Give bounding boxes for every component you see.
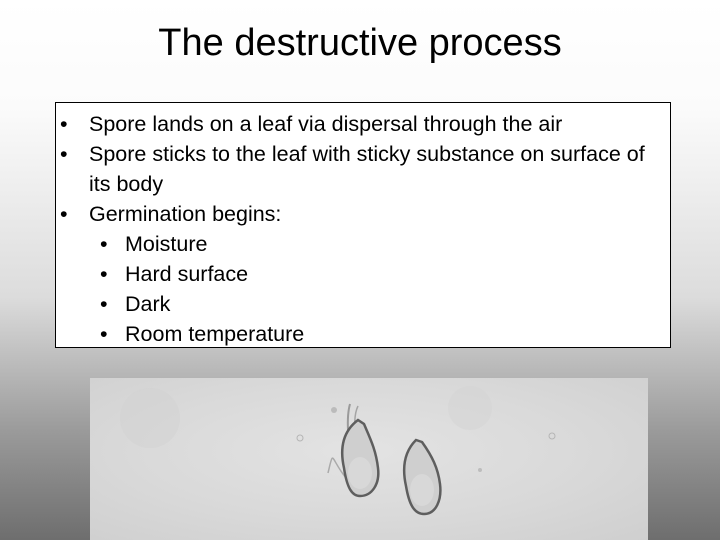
sub-bullet-text: Hard surface bbox=[125, 262, 249, 286]
bullet-text: Germination begins: bbox=[89, 202, 282, 226]
bullet-glyph: • bbox=[100, 322, 108, 346]
bullet-glyph: • bbox=[60, 142, 68, 166]
sub-bullet-item bbox=[56, 259, 670, 289]
bullet-text: Spore sticks to the leaf with sticky substance on surface of its body bbox=[89, 142, 645, 196]
sub-bullet-item bbox=[56, 229, 670, 259]
bullet-item bbox=[56, 139, 649, 199]
bullet-glyph: • bbox=[100, 232, 108, 256]
sub-bullet-text: Room temperature bbox=[125, 322, 305, 346]
bullet-glyph: • bbox=[100, 262, 108, 286]
bullet-glyph: • bbox=[60, 112, 68, 136]
sub-bullet-item bbox=[56, 319, 670, 349]
bullet-list bbox=[56, 103, 670, 349]
bullet-text-box bbox=[55, 102, 671, 348]
sub-bullet-text: Moisture bbox=[125, 232, 208, 256]
bullet-glyph: • bbox=[60, 202, 68, 226]
slide-title: The destructive process bbox=[158, 22, 562, 64]
bullet-text: Spore lands on a leaf via dispersal through the air bbox=[89, 112, 563, 136]
spore-illustration bbox=[90, 378, 648, 540]
bullet-item bbox=[56, 109, 670, 139]
bullet-item bbox=[56, 199, 670, 229]
sub-bullet-text: Dark bbox=[125, 292, 171, 316]
bullet-glyph: • bbox=[100, 292, 108, 316]
sub-bullet-item bbox=[56, 289, 670, 319]
spore-micrograph-image bbox=[90, 378, 648, 540]
